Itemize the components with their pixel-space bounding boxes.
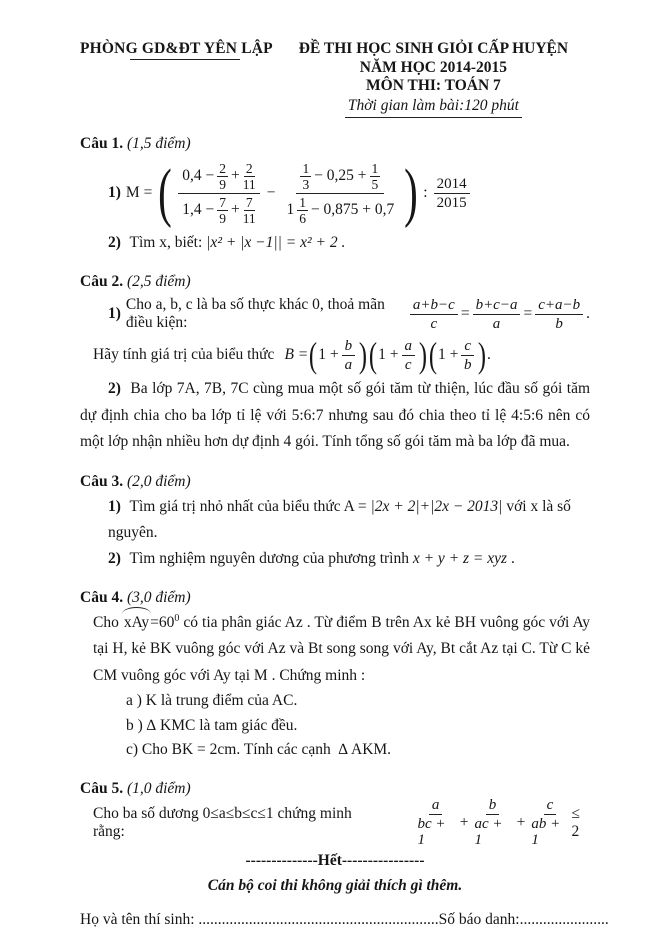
right-paren: ) [359,335,368,375]
expression-lhs: B = [284,346,309,363]
duration-row [273,96,594,119]
question-3-heading [80,469,590,494]
item-label: 1) [108,305,121,322]
left-paren: ( [369,335,378,375]
question-1-item-1-formula [108,158,590,228]
question-2-item-2 [80,376,590,456]
fraction-7-9: $\frac{7}{9}$ [219,194,226,226]
right-paren: ) [404,156,419,229]
question-4-part-b [126,714,590,739]
question-2-item-1-expression [93,334,590,376]
question-2-heading [80,269,590,294]
equation-abs-value: |x² + |x −1|| = x² + 2 . [206,234,346,251]
triangle-symbol: ∆ [338,741,348,758]
question-4-heading [80,585,590,610]
item-label: 1) [108,497,121,515]
question-3-points: (2,0 điểm) [126,472,191,490]
item-text: Ba lớp 7A, 7B, 7C cùng mua một số gói tăm từ thiện, lúc đầu số gói tăm dự định chia cho ba lớp tỉ lệ với 5:6:7 nhưng sau đó chia theo tỉ lệ 4:5:6 nên có một lớp nhận nhiều hơn dự định 4 gói. Tính tổng số gói tăm mà ba lớp đã mua. [80,380,591,450]
document-header [0,0,646,118]
candidate-info-line [80,907,609,933]
question-5-points: (1,0 điểm) [126,779,191,797]
fraction-a-denominator [178,194,260,225]
exam-title: ĐỀ THI HỌC SINH GIỎI CẤP HUYỆN [298,40,569,57]
duration-text: Thời gian làm bài:120 phút [345,97,522,119]
question-1-label: Câu 1. [80,135,124,152]
part-b-text: KMC là tam giác đều. [160,716,298,734]
plus-operator: + [230,201,240,218]
fraction-abc-3: $\frac{c+a-b}{b}$ [535,297,583,332]
abs-value-expression: |2x + 2|+|2x − 2013| [370,497,503,515]
question-5-label: Câu 5. [80,779,124,797]
factor-text: 1 + [378,346,399,363]
part-b-label: b ) [126,716,143,734]
item-text: Tìm giá trị nhỏ nhất của biểu thức A = [129,497,367,515]
division-colon: : [423,184,428,201]
end-label: Hết [317,851,342,869]
angle-equals: =60 [150,613,175,631]
equals-sign: = [523,305,533,322]
right-paren: ) [477,335,487,375]
less-equal-2: ≤ 2 [571,804,580,840]
num-text: 0,4 − [182,167,215,184]
part-c-label: c) [126,741,139,758]
issuing-office: PHÒNG GD&ĐT YÊN LẬP [80,40,273,60]
dashes-left: -------------- [245,851,318,869]
fraction-1-3: 1 3 [302,160,310,192]
question-4-points: (3,0 điểm) [126,588,191,606]
proctor-note: Cán bộ coi thi không giải thích gì thêm. [207,876,463,894]
fraction-abc-2: $\frac{b+c-a}{a}$ [473,297,521,332]
statement-text: Cho ba số dương 0≤a≤b≤c≤1 chứng minh rằng: [93,804,352,840]
fraction-2014-2015: 2014 2015 [434,176,470,211]
fraction-c-ab1: $\frac{c}{ab + 1}$ [531,797,561,848]
factor-text: 1 + [318,346,339,363]
equation-xyz: x + y + z = xyz [412,549,508,567]
factor-text: 1 + [438,346,459,363]
candidate-name-field: Họ và tên thí sinh: .............................................................. [80,910,439,928]
plus-operator: + [459,813,469,831]
fraction-2-11: $\frac{2}{11}$ [242,160,256,192]
question-3-label: Câu 3. [80,472,124,490]
exam-title-block [273,40,594,118]
product-expression [308,335,491,375]
fraction-a-c: $\frac{a}{c}$ [402,338,416,373]
exam-body [0,131,646,933]
item-text: Tìm x, biết: [129,234,203,251]
fraction-b-ac1: $\frac{b}{ac + 1}$ [474,797,503,848]
fraction-b-numerator [296,162,384,194]
fraction-a-bc1: a bc + 1 [417,797,446,848]
num-text: − 0,25 + [314,167,367,184]
item-text-post: với x là số nguyên. [108,497,571,541]
fraction-block-b [282,162,398,225]
dashes-right: ---------------- [341,851,425,869]
question-1-heading [80,131,590,156]
question-3-item-2 [108,546,590,572]
item-label: 1) [108,184,121,201]
question-4-part-a [126,689,590,714]
minus-operator: − [266,184,276,201]
item-text: Tìm nghiệm nguyên dương của phương trình [129,549,409,567]
school-year: NĂM HỌC 2014-2015 [359,58,508,76]
fraction-abc-1: $\frac{a+b-c}{c}$ [410,297,458,332]
fraction-1-5: $\frac{1}{5}$ [371,160,379,192]
question-1-item-2 [108,230,590,256]
part-a-text: a ) K là trung điểm của AC. [126,692,298,709]
question-2-label: Câu 2. [80,273,124,290]
item-text: Hãy tính giá trị của biểu thức [93,346,275,363]
plus-operator: + [516,813,526,831]
item-text: Cho a, b, c là ba số thực khác 0, thoả mãn điều kiện: [125,296,385,331]
fraction-7-11: $\frac{7}{11}$ [242,194,256,226]
period: . [510,549,515,567]
period: . [586,305,590,322]
right-paren: ) [418,335,428,375]
degree-superscript: 0 [174,612,180,624]
equals-sign: = [460,305,470,322]
angle-xAy: xAy [123,610,150,637]
question-5-statement [93,797,590,848]
question-4-statement [93,610,590,690]
fraction-block-a [178,162,260,225]
candidate-number-field: Số báo danh:....................... [438,910,609,928]
left-paren: ( [309,335,318,375]
period: . [487,346,491,363]
mixed-number-integer: 1 [286,201,295,218]
formula-lhs: M = [125,184,153,201]
end-divider [80,849,590,873]
question-4-part-c [126,738,590,763]
question-1-points: (1,5 điểm) [126,135,191,152]
statement-pre: Cho [93,613,119,631]
fraction-b-a: $\frac{b}{a}$ [342,338,356,373]
fraction-1-6: 1 6 [299,194,306,226]
fraction-c-b: $\frac{c}{b}$ [461,338,474,373]
triangle-symbol: ∆ [146,716,157,734]
plus-operator: + [230,167,240,184]
question-3-item-1 [108,494,590,546]
statement-body: có tia phân giác Az . Từ điểm B trên Ax kẻ BH vuông góc với Ay tại H, kẻ BK vuông góc với Az và Bt song song với Ay, Bt cắt Az tại C. Từ C kẻ CM vuông góc với Ay tại M . Chứng minh : [93,613,591,684]
question-4-label: Câu 4. [80,588,124,606]
fraction-2-9: $\frac{2}{9}$ [219,160,226,192]
part-c-text-2: AKM. [351,741,392,758]
subject-line: MÔN THI: TOÁN 7 [366,77,501,94]
fraction-b-denominator [282,194,398,225]
item-label: 2) [108,380,121,397]
question-2-item-1 [108,294,590,334]
fraction-a-numerator [178,162,260,194]
inequality-expression [414,797,590,848]
part-c-text: Cho BK = 2cm. Tính các cạnh [141,741,331,758]
left-paren: ( [428,335,438,375]
den-text: − 0,875 + 0,7 [310,201,395,218]
den-text: 1,4 − [182,201,215,218]
question-2-points: (2,5 điểm) [126,273,191,290]
item-label: 2) [108,549,121,567]
item-label: 2) [108,234,121,251]
left-paren: ( [158,156,173,229]
